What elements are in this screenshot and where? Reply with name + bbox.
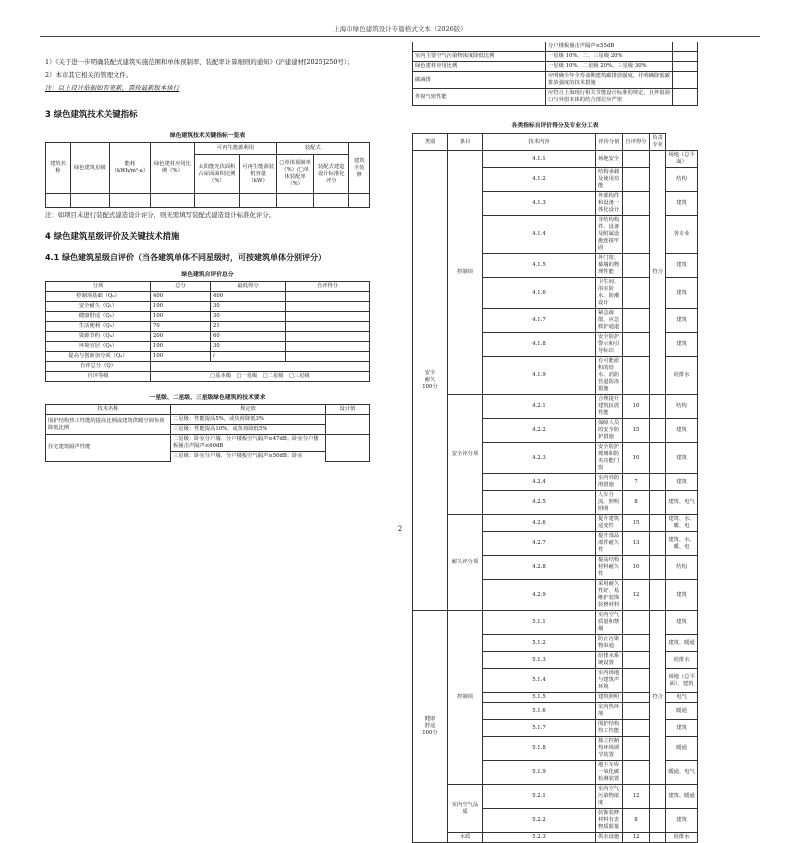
cell: 建筑、暖通	[666, 785, 698, 809]
cell: 保障人员的安全防护措施	[596, 419, 623, 443]
cell	[286, 342, 370, 352]
cell	[623, 652, 650, 669]
cell: 10	[623, 556, 650, 580]
cell: 4.1.2	[483, 168, 596, 192]
cell: 4.1.3	[483, 192, 596, 216]
cell: 提升部品部件耐久性	[596, 532, 623, 556]
cell: 紧急疏散、应急救护通道	[596, 309, 623, 333]
cell: 建筑	[666, 419, 698, 443]
cell: 4.1.9	[483, 357, 596, 395]
cell: 结构	[666, 395, 698, 419]
cell: 100	[151, 342, 211, 352]
cell: 电气	[666, 693, 698, 703]
cell: 13	[623, 532, 650, 556]
cell: 应符合上海现行相关节能设计标准的规定，且外窗洞口与外窗本体的结合部位应严密	[546, 89, 673, 106]
cell: 场地（总平面）、建筑	[666, 669, 698, 693]
section-4-title: 4 绿色建筑星级评价及关键技术措施	[45, 231, 180, 241]
cell: 4.1.1	[483, 151, 596, 168]
cell: 提升建筑适变性	[596, 515, 623, 532]
cell: 12	[623, 833, 650, 843]
cell	[623, 168, 650, 192]
cell: 生活便利（Q₃）	[46, 322, 151, 332]
cell	[623, 309, 650, 333]
table3-caption: 一星级、二星级、三星级绿色建筑的技术要求	[149, 395, 266, 401]
cell: 建筑	[666, 309, 698, 333]
th-prefab-rate: □单体预制率（%）/□单体装配率（%）	[277, 155, 314, 194]
cell: 采用耐久性好、易维护装饰装修材料	[596, 580, 623, 611]
th-standardization-score: 装配式建造设计标准化评分	[314, 155, 349, 194]
cell: 5.1.2	[483, 635, 596, 652]
table-row	[46, 362, 370, 372]
th-total: 总分	[151, 282, 211, 292]
table-row	[413, 62, 698, 72]
subcategory-cell: 耐久评分项	[448, 515, 483, 611]
cell: 资源节约（Q₄）	[46, 332, 151, 342]
cell	[673, 42, 698, 52]
subcategory-cell: 控制项	[448, 611, 483, 785]
table-row	[46, 194, 370, 208]
th-self-score: 自评得分	[286, 282, 370, 292]
cell: 4.1.6	[483, 278, 596, 309]
cell: 非结构构件、设备及附属设施连接牢固	[596, 216, 623, 254]
cell: 建筑	[666, 278, 698, 309]
cell: 4.2.1	[483, 395, 596, 419]
cell: 给排水系统设置	[596, 652, 623, 669]
table-row	[46, 415, 370, 425]
cell: 自评总分（Q）	[46, 362, 151, 372]
cell	[286, 352, 370, 362]
cell: 4.1.4	[483, 216, 596, 254]
cell	[286, 332, 370, 342]
section-3-title: 3 绿色建筑技术关键指标	[45, 109, 138, 119]
table-row	[46, 302, 370, 312]
cell: 三星级：卧室分户墙、分户楼板空气隔声≥50dB；卧室	[171, 452, 326, 462]
cell: 10	[623, 395, 650, 419]
table-row	[46, 435, 370, 452]
grade-options[interactable]: □基本级 □一星级 □二星级 □三星级	[151, 372, 370, 382]
cell: 场地安全	[596, 151, 623, 168]
cell	[650, 785, 666, 809]
cell	[623, 720, 650, 737]
cell: 二星级：卧室分户墙、分户楼板空气隔声≥47dB；卧室分户楼板撞击声隔声≤60dB	[171, 435, 326, 452]
category-label: 100分	[422, 730, 438, 736]
cell	[623, 357, 650, 395]
category-cell	[413, 151, 448, 611]
cell: 防止污染物串通	[596, 635, 623, 652]
th-item-no: 条目	[448, 134, 483, 151]
cell	[650, 419, 666, 443]
cell: 结构	[666, 168, 698, 192]
cell: 建筑、暖通	[666, 635, 698, 652]
cell: 建筑	[666, 474, 698, 491]
cell: 100	[151, 302, 211, 312]
cell: 有可能淤积的给水、消防管道防冻措施	[596, 357, 623, 395]
table1-caption: 绿色建筑技术关键指标一览表	[169, 133, 246, 139]
table-row	[413, 151, 698, 168]
cell: 100	[151, 352, 211, 362]
cell: 绿色建材应用比例	[413, 62, 546, 72]
th-star-level: 绿色建筑星级	[70, 143, 109, 194]
category-cell	[413, 611, 448, 843]
table-row	[413, 72, 698, 89]
th-installed-capacity: 可再生能源装机容量（kW）	[240, 155, 277, 194]
cell: 4.1.5	[483, 254, 596, 278]
cell: 安全防护警示和引导标识	[596, 333, 623, 357]
cell: 4.2.3	[483, 443, 596, 474]
table4-caption: 各类指标自评价得分及专业分工表	[511, 123, 599, 129]
right-column	[412, 42, 698, 843]
cell	[673, 89, 698, 106]
cell: 10	[623, 443, 650, 474]
cell	[623, 611, 650, 635]
table-row	[413, 395, 698, 419]
cell: 安全耐久（Q₁）	[46, 302, 151, 312]
cell: 一星级 10%、二、三星级 20%	[546, 52, 673, 62]
cell: 室内外防滑措施	[596, 474, 623, 491]
category-label: 安全	[424, 370, 436, 376]
cell: 结构承载及使用功能	[596, 168, 623, 192]
cell: 60	[211, 332, 286, 342]
th-prefab: 装配式	[277, 143, 349, 155]
cell: 200	[151, 332, 211, 342]
th-content: 技术内容	[483, 134, 596, 151]
cell	[650, 532, 666, 556]
cell	[650, 833, 666, 843]
cell	[623, 635, 650, 652]
cell: /	[211, 352, 286, 362]
table-row	[413, 611, 698, 635]
cell: 结构	[666, 556, 698, 580]
category-label: 耐久	[424, 377, 436, 383]
cell: 建筑	[666, 443, 698, 474]
page-header: 上海市绿色建筑设计专篇格式文本（2026版）	[333, 25, 467, 33]
cell: 给排水	[666, 652, 698, 669]
cell	[286, 312, 370, 322]
header-rule	[40, 36, 760, 37]
table-row	[46, 372, 370, 382]
section-4-1-title: 4.1 绿色建筑星级自评价（当各建筑单体不同星级时，可按建筑单体分别评分）	[45, 253, 326, 262]
cell: 合理提升建筑抗震性能	[596, 395, 623, 419]
cell: 围护结构热工性能的提高比例或建筑供暖空调负荷降低比例	[46, 415, 171, 435]
cell	[286, 302, 370, 312]
cell: 建筑	[666, 254, 698, 278]
cell	[623, 151, 650, 168]
cell: 外门窗、幕墙的物理性能	[596, 254, 623, 278]
table-row	[46, 332, 370, 342]
cell: 暖通	[666, 703, 698, 720]
table-row	[46, 292, 370, 302]
cell	[650, 474, 666, 491]
cell: 5.1.6	[483, 703, 596, 720]
cell: 400	[151, 292, 211, 302]
table-row	[46, 342, 370, 352]
cell: 建筑	[666, 809, 698, 833]
cell	[623, 737, 650, 761]
basis-note: 注：以上设计依据如有更新，需按最新版本执行	[45, 84, 180, 92]
th-min-score: 最低得分	[211, 282, 286, 292]
cell: 30	[211, 342, 286, 352]
cell: 8	[623, 491, 650, 515]
table-row	[413, 52, 698, 62]
cell: 供水设施	[596, 833, 623, 843]
cell: 8	[623, 809, 650, 833]
th-solar-ratio: 太阳能光伏面积占屋面面积比例（%）	[194, 155, 239, 194]
th-self-score: 自评得分	[623, 134, 650, 151]
cell: 5.1.9	[483, 761, 596, 785]
cell: 三星级：性能提高10%，或负荷降低5%	[171, 425, 326, 435]
cell: 5.1.1	[483, 611, 596, 635]
cell: 场地（总平面）	[666, 151, 698, 168]
table2-caption: 绿色建筑自评价总分	[181, 272, 234, 278]
cell: 5.1.7	[483, 720, 596, 737]
basis-item: 2）本市其它相关的管理文件。	[45, 71, 133, 79]
cell: 12	[623, 580, 650, 611]
cell: 5.1.8	[483, 737, 596, 761]
cell: 人车分流、照明照明	[596, 491, 623, 515]
cell	[326, 415, 370, 435]
cell: 4.2.9	[483, 580, 596, 611]
cell	[650, 580, 666, 611]
score-division-table	[412, 133, 698, 843]
table-row	[46, 312, 370, 322]
table-row	[46, 352, 370, 362]
subcategory-cell: 室内空气品质	[448, 785, 483, 833]
cell: 装饰装修材料有害物质限量	[596, 809, 623, 833]
cell: 控制项基础（Q₀）	[46, 292, 151, 302]
cell: 5.2.2	[483, 809, 596, 833]
table-row	[413, 89, 698, 106]
cell	[650, 395, 666, 419]
th-material-ratio: 绿色建材应用比例（%）	[151, 143, 195, 194]
cell: 5.1.3	[483, 652, 596, 669]
meets-cell: 符合	[650, 151, 666, 395]
cell: 一星级 10%、二星级 20%、三星级 30%	[546, 62, 673, 72]
cell: 室内热环境	[596, 703, 623, 720]
cell: 各专业	[666, 216, 698, 254]
cell	[286, 322, 370, 332]
cell: 建筑、水、暖、电	[666, 515, 698, 532]
cell: 30	[211, 312, 286, 322]
cell: 15	[623, 515, 650, 532]
cell: 4.1.7	[483, 309, 596, 333]
table1-note: 注：如项目未进行装配式建造设计评分，则无需填写装配式建造设计标准化评分。	[45, 211, 276, 219]
th-item: 分项	[46, 282, 151, 292]
cell	[650, 809, 666, 833]
cell: 住宅建筑隔声性能	[46, 435, 171, 462]
cell	[650, 491, 666, 515]
th-renewable: 可再生能源利用	[194, 143, 276, 155]
table-row	[413, 833, 698, 843]
subcategory-cell: 水质	[448, 833, 483, 843]
cell: 地下车库一氧化碳检测装置	[596, 761, 623, 785]
cell: 4.2.4	[483, 474, 596, 491]
cell: 100	[151, 312, 211, 322]
cell	[623, 333, 650, 357]
cell: 独立控制热环境调节装置	[596, 737, 623, 761]
th-score-value: 评价分值	[596, 134, 623, 151]
cell: 二星级：性能提高5%，或负荷降低3%	[171, 415, 326, 425]
th-building-name: 建筑名称	[46, 143, 71, 194]
cell	[326, 435, 370, 462]
th-required-value: 规定值	[171, 405, 326, 415]
cell	[151, 362, 370, 372]
cell: 室内空气质量和禁烟	[596, 611, 623, 635]
cell	[623, 254, 650, 278]
star-requirement-table	[45, 404, 370, 462]
th-category: 类别	[413, 134, 448, 151]
cell: 建筑	[666, 611, 698, 635]
cell: 建筑	[666, 720, 698, 737]
category-label: 健康	[424, 716, 436, 722]
grade-label: 自评等级	[46, 372, 151, 382]
th-full-decoration: 建筑全装修	[349, 143, 370, 194]
cell: 15	[623, 419, 650, 443]
cell	[673, 52, 698, 62]
key-indicator-table	[45, 142, 370, 208]
th-tech-name: 技术名称	[46, 405, 171, 415]
cell	[623, 703, 650, 720]
cell	[673, 62, 698, 72]
cell: 暖通、电气	[666, 761, 698, 785]
cell: 4.2.6	[483, 515, 596, 532]
th-responsible: 负责专业	[650, 134, 666, 151]
left-column	[45, 58, 370, 462]
cell: 建筑	[666, 580, 698, 611]
cell: 提高结构材料耐久性	[596, 556, 623, 580]
cell: 12	[623, 785, 650, 809]
cell: 健康舒适（Q₂）	[46, 312, 151, 322]
cell: 碳减排	[413, 72, 546, 89]
cell: 围护结构热工性能	[596, 720, 623, 737]
cell: 400	[211, 292, 286, 302]
th-energy: 能耗（kWh/m²·a）	[109, 143, 150, 194]
cell: 卫生间、浴室防水、防潮设计	[596, 278, 623, 309]
cell	[413, 42, 546, 52]
cell	[623, 278, 650, 309]
self-evaluation-table	[45, 281, 370, 382]
cell	[623, 761, 650, 785]
cell: 暖通	[666, 737, 698, 761]
cell: 建筑照明	[596, 693, 623, 703]
cell	[623, 216, 650, 254]
cell: 5.1.5	[483, 693, 596, 703]
meets-cell: 符合	[650, 611, 666, 785]
cell	[650, 556, 666, 580]
cell: 5.2.3	[483, 833, 596, 843]
cell: 外部构件和设备一体化设计	[596, 192, 623, 216]
star-requirement-table-continued	[412, 42, 698, 106]
cell: 70	[151, 322, 211, 332]
cell: 室内主要空气污染物浓度降低比例	[413, 52, 546, 62]
cell	[623, 669, 650, 693]
table-row	[413, 785, 698, 809]
cell	[286, 292, 370, 302]
table-row	[413, 42, 698, 52]
cell: 室内场地与建筑声环境	[596, 669, 623, 693]
cell: 4.2.2	[483, 419, 596, 443]
cell: 5.2.1	[483, 785, 596, 809]
cell: 建筑、电气	[666, 491, 698, 515]
cell	[623, 192, 650, 216]
basis-item: 1）《关于进一步明确装配式建筑实施范围和单体预制率、装配率计算细则的通知》(沪建建材[2025]250号）；	[45, 58, 354, 66]
category-label: 舒适	[424, 723, 436, 729]
cell: 室内空气污染物浓度	[596, 785, 623, 809]
cell: 外窗气密性能	[413, 89, 546, 106]
cell: 分户楼板撞击声隔声≤55dB	[546, 42, 673, 52]
cell	[623, 693, 650, 703]
subcategory-cell: 控制项	[448, 151, 483, 395]
table-row	[46, 322, 370, 332]
cell: 给排水	[666, 833, 698, 843]
cell	[650, 443, 666, 474]
th-design-value: 设计值	[326, 405, 370, 415]
cell: 4.2.8	[483, 556, 596, 580]
cell: 5.1.4	[483, 669, 596, 693]
cell: 21	[211, 322, 286, 332]
cell: 建筑	[666, 192, 698, 216]
cell: 应明确全年全寿命期建筑碳排放强度，并明确降低碳排放强度的技术措施	[546, 72, 673, 89]
cell: 建筑	[666, 333, 698, 357]
cell	[673, 72, 698, 89]
category-label: 100分	[422, 384, 438, 390]
cell: 给排水	[666, 357, 698, 395]
cell: 环境宜居（Q₅）	[46, 342, 151, 352]
cell: 4.2.7	[483, 532, 596, 556]
cell: 4.1.8	[483, 333, 596, 357]
cell: 安全防护玻璃和防夹功能门窗	[596, 443, 623, 474]
cell: 提高与创新加分项（Qₐ）	[46, 352, 151, 362]
cell: 30	[211, 302, 286, 312]
cell: 建筑、水、暖、电	[666, 532, 698, 556]
page-number: 2	[397, 525, 403, 533]
cell: 7	[623, 474, 650, 491]
cell: 4.2.5	[483, 491, 596, 515]
subcategory-cell: 安全评分项	[448, 395, 483, 515]
